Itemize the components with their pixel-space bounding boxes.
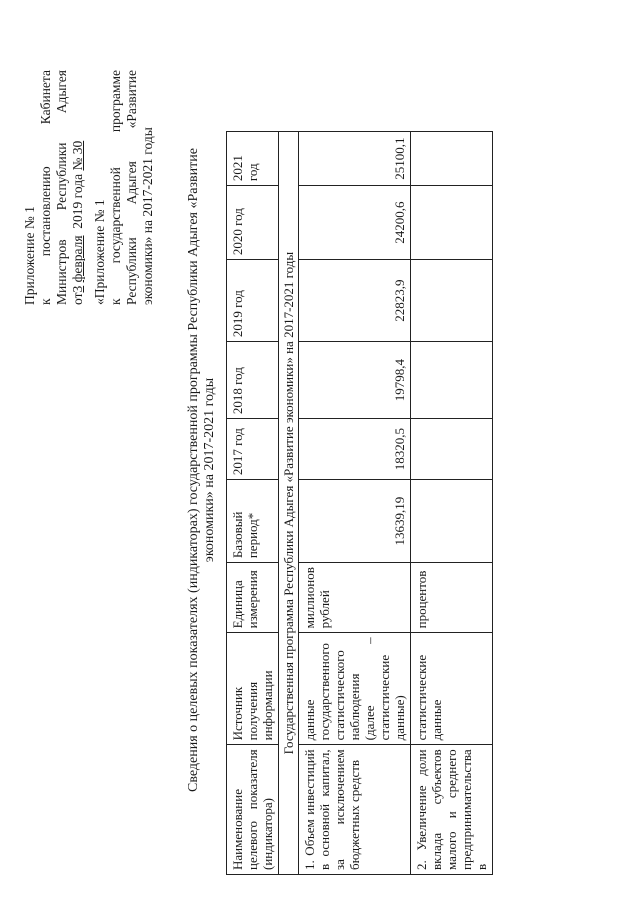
appendix-word: Республики <box>54 142 69 211</box>
appendix-word: постановлению <box>38 166 53 257</box>
program-appendix-line-4: экономики» на 2017-2021 годы <box>140 127 155 305</box>
document-title <box>186 75 218 865</box>
indicator-source: статистические данные <box>411 633 493 745</box>
value-2017: 18320,5 <box>299 419 411 480</box>
appendix-word: к <box>108 298 123 305</box>
section-row <box>279 132 299 875</box>
appendix-word: Кабинета <box>38 70 53 125</box>
header-2020: 2020 год <box>227 186 279 260</box>
title-line-1: Сведения о целевых показателях (индикаторах) государственной программы Республики Адыгея «Развитие <box>186 148 201 792</box>
section-title: Государственная программа Республики Адыгея «Развитие экономики» на 2017-2021 годы <box>279 132 299 875</box>
date-day: 3 <box>70 285 85 293</box>
indicator-unit: миллионов рублей <box>299 563 411 633</box>
value-2019: 22823,9 <box>299 260 411 342</box>
appendix-word: «Развитие <box>124 70 139 129</box>
date-number: № 30 <box>70 140 85 171</box>
appendix-word: Республики <box>124 237 139 305</box>
appendix-line-3 <box>54 70 70 305</box>
indicator-unit: процентов <box>411 563 493 633</box>
header-name: Наименование целевого показателя (индикатора) <box>227 745 279 875</box>
value-base: 13639,19 <box>299 480 411 563</box>
header-base: Базовый период* <box>227 480 279 563</box>
header-2019: 2019 год <box>227 260 279 342</box>
header-2021: 2021 год <box>227 132 279 186</box>
indicator-name: 1. Объем инвестиций в основной капитал, за исключением бюджетных средств <box>299 745 411 875</box>
appendix-word: государственной <box>108 167 123 264</box>
value-2020 <box>411 186 493 260</box>
appendix-word: программе <box>108 70 123 133</box>
date-prefix: от <box>70 292 85 305</box>
program-appendix-line-1: «Приложение № 1 <box>92 199 107 305</box>
value-2018 <box>411 342 493 419</box>
value-2019 <box>411 260 493 342</box>
appendix-date-line <box>70 70 86 305</box>
indicator-source: данные государственного статистического наблюдения (далее – статистические данные) <box>299 633 411 745</box>
header-2018: 2018 год <box>227 342 279 419</box>
appendix-word: Адыгея <box>124 161 139 205</box>
header-unit: Единица измерения <box>227 563 279 633</box>
appendix-line-2 <box>38 70 54 305</box>
appendix-word: Адыгея <box>54 70 69 114</box>
appendix-word: к <box>38 298 53 305</box>
program-appendix <box>92 70 156 305</box>
value-2021: 25100,1 <box>299 132 411 186</box>
program-appendix-line-2 <box>108 70 124 305</box>
value-2020: 24200,6 <box>299 186 411 260</box>
value-2017 <box>411 419 493 480</box>
indicators-table <box>226 131 493 875</box>
appendix-word: Министров <box>54 239 69 305</box>
value-2018: 19798,4 <box>299 342 411 419</box>
value-2021 <box>411 132 493 186</box>
table-row <box>299 132 411 875</box>
appendix-line-1: Приложение № 1 <box>22 206 37 305</box>
date-month: февраля <box>70 235 85 283</box>
header-source: Источник получения информации <box>227 633 279 745</box>
value-base <box>411 480 493 563</box>
appendix-stamp <box>22 70 86 305</box>
indicator-name: 2. Увеличение доли вклада субъектов малого и среднего предпринимательства в <box>411 745 493 875</box>
table-row <box>411 132 493 875</box>
date-year: 2019 года <box>70 173 85 229</box>
program-appendix-line-3 <box>124 70 140 305</box>
header-2017: 2017 год <box>227 419 279 480</box>
title-line-2: экономики» на 2017-2021 годы <box>202 377 217 563</box>
header-row <box>227 132 279 875</box>
